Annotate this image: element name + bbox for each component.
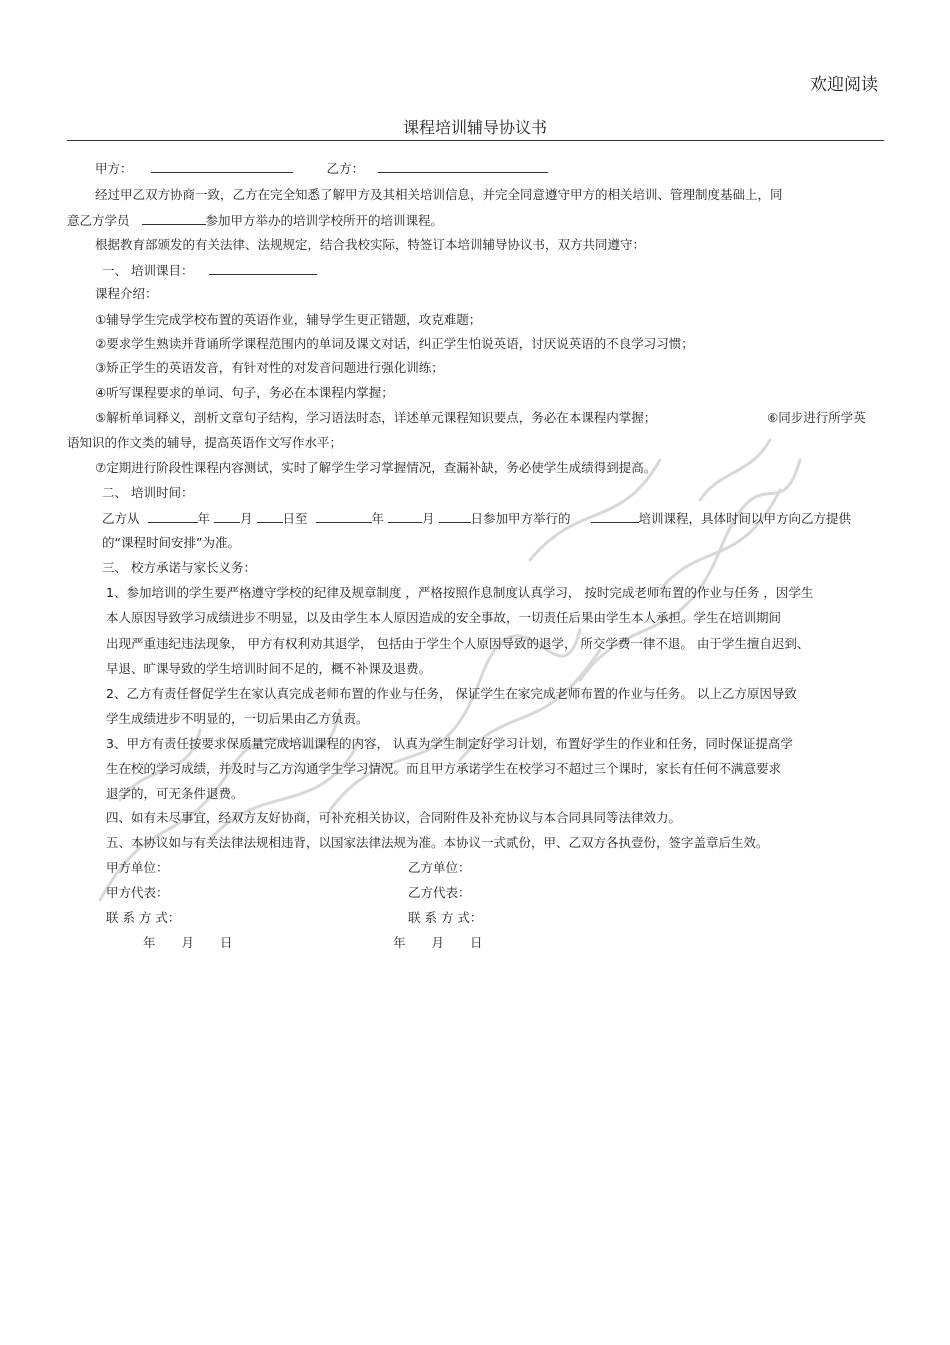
training-time-line-2: 的“课程时间安排”为准。 [102, 535, 240, 550]
party-b-date-day: 日 [470, 935, 483, 950]
intro-line-2-b: 参加甲方举办的培训学校所开的培训课程。 [205, 213, 444, 228]
course-intro-label: 课程介绍： [95, 286, 158, 301]
course-item-3: ③矫正学生的英语发音，有针对性的对发音问题进行强化训练； [95, 360, 444, 375]
party-a-date-month: 月 [181, 935, 195, 950]
student-name-field[interactable] [142, 212, 206, 225]
party-a-date-day: 日 [220, 935, 233, 950]
party-b-field[interactable] [378, 160, 548, 173]
clause-1-line-3: 出现严重违纪违法现象， 甲方有权利劝其退学， 包括由于学生个人原因导致的退学， 所交学费一律不退。 由于学生擅自迟到、 [106, 636, 810, 651]
time-from-label: 乙方从 [102, 511, 140, 526]
time-course-tail: 培训课程，具体时间以甲方向乙方提供 [638, 511, 852, 526]
course-item-5: ⑤解析单词释义，剖析文章句子结构，学习语法时态，详述单元课程知识要点，务必在本课程内掌握； [95, 410, 657, 425]
party-a-field[interactable] [151, 160, 293, 173]
section-2-heading: 二、 培训时间： [102, 485, 194, 500]
time-month-1: 月 [240, 511, 253, 526]
clause-3-line-3: 退学的，可无条件退费。 [106, 786, 244, 801]
party-a-contact-label: 联 系 方 式： [106, 910, 181, 925]
party-a-unit-label: 甲方单位： [106, 860, 169, 875]
party-a-rep-label: 甲方代表： [106, 885, 169, 900]
party-b-date-month: 月 [431, 935, 445, 950]
intro-line-2-a: 意乙方学员 [67, 213, 130, 228]
intro-line-1: 经过甲乙双方协商一致，乙方在完全知悉了解甲方及其相关培训信息，并完全同意遵守甲方的相关培训、管理制度基础上，同 [95, 187, 783, 202]
section-1-label: 一、 培训课目： [102, 263, 194, 278]
course-name-field[interactable] [591, 510, 639, 523]
clause-3-line-1: 3、甲方有责任按要求保质量完成培训课程的内容， 认真为学生制定好学习计划，布置好学生的作业和任务，同时保证提高学 [106, 736, 793, 751]
section-3-heading: 三、 校方承诺与家长义务： [102, 560, 256, 575]
start-year-field[interactable] [148, 510, 198, 523]
section-4-text: 四、如有未尽事宜，经双方友好协商，可补充相关协议，合同附件及补充协议与本合同具同等法律效力。 [106, 810, 682, 825]
party-b-rep-label: 乙方代表： [408, 885, 471, 900]
clause-2-line-1: 2、乙方有责任督促学生在家认真完成老师布置的作业与任务， 保证学生在家完成老师布置的作业与任务。 以上乙方原因导致 [106, 686, 797, 701]
time-day-to: 日至 [282, 511, 308, 526]
intro-line-2 [67, 212, 443, 229]
time-day-attend: 日参加甲方举行的 [470, 511, 571, 526]
party-a-label: 甲方： [95, 161, 133, 176]
party-b-unit-label: 乙方单位： [408, 860, 471, 875]
course-item-1: ①辅导学生完成学校布置的英语作业，辅导学生更正错题，攻克难题； [95, 312, 482, 327]
end-day-field[interactable] [439, 510, 471, 523]
section-5-text: 五、本协议如与有关法律法规相违背，以国家法律法规为准。本协议一式贰份，甲、乙双方各执壹份，签字盖章后生效。 [106, 835, 769, 850]
clause-1-line-2: 本人原因导致学习成绩进步不明显，以及由学生本人原因造成的安全事故，一切责任后果由学生本人承担。学生在培训期间 [106, 610, 782, 625]
course-subject-field[interactable] [209, 262, 317, 275]
course-item-7: ⑦定期进行阶段性课程内容测试，实时了解学生学习掌握情况，查漏补缺，务必使学生成绩得到提高。 [95, 460, 657, 475]
time-month-2: 月 [422, 511, 435, 526]
course-item-2: ②要求学生熟读并背诵所学课程范围内的单词及课文对话，纠正学生怕说英语，讨厌说英语的不良学习习惯； [95, 336, 694, 351]
clause-1-line-4: 早退、旷课导致的学生培训时间不足的，概不补课及退费。 [106, 661, 432, 676]
end-year-field[interactable] [316, 510, 372, 523]
party-b-contact-label: 联 系 方 式： [408, 910, 483, 925]
end-month-field[interactable] [388, 510, 422, 523]
time-year-2: 年 [371, 511, 385, 526]
intro-line-3: 根据教育部颁发的有关法律、法规规定，结合我校实际，特签订本培训辅导协议书，双方共同遵守： [95, 237, 646, 252]
party-a-date-year: 年 [143, 935, 156, 950]
clause-2-line-2: 学生成绩进步不明显的，一切后果由乙方负责。 [106, 711, 369, 726]
party-b-date-year: 年 [393, 935, 406, 950]
clause-1-line-1: 1、参加培训的学生要严格遵守学校的纪律及规章制度 ，严格按照作息制度认真学习， 按时完成老师布置的作业与任务 ，因学生 [106, 585, 814, 600]
title-divider [67, 140, 884, 141]
course-item-4: ④听写课程要求的单词、句子，务必在本课程内掌握； [95, 385, 394, 400]
party-a-date [143, 935, 233, 951]
start-day-field[interactable] [257, 510, 283, 523]
party-b-label: 乙方： [326, 161, 364, 176]
course-item-6-end: 语知识的作文类的辅导，提高英语作文写作水平； [67, 435, 343, 450]
course-item-6-start: ⑥同步进行所学英 [767, 410, 866, 425]
clause-3-line-2: 生在校的学习成绩，并及时与乙方沟通学生学习情况。而且甲方承诺学生在校学习不超过三个课时，家长有任何不满意要求 [106, 761, 782, 776]
training-time-line [102, 510, 851, 527]
party-line [95, 160, 548, 177]
document-title: 课程培训辅导协议书 [402, 118, 547, 137]
section-1-heading [102, 262, 317, 279]
welcome-header: 欢迎阅读 [810, 75, 878, 95]
party-b-date [393, 935, 483, 951]
start-month-field[interactable] [214, 510, 240, 523]
time-year-1: 年 [197, 511, 211, 526]
